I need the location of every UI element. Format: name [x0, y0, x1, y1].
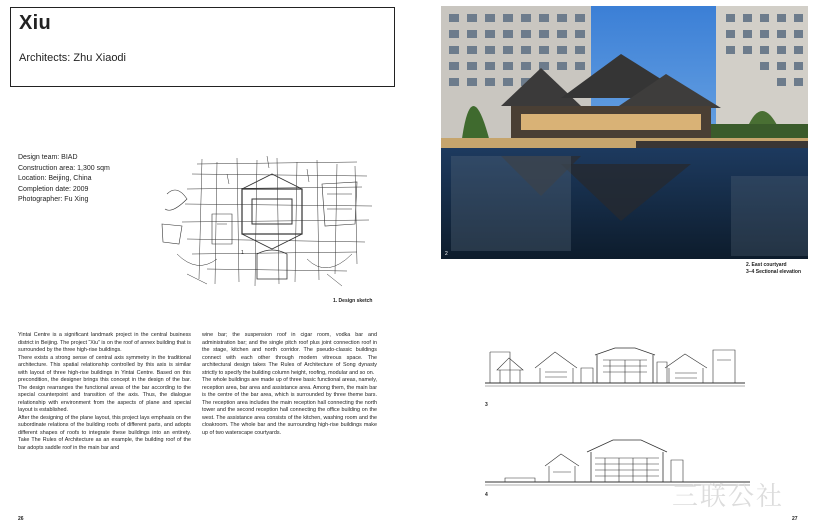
sectional-elevation-3 [485, 340, 750, 400]
design-team: Design team: BIAD [18, 154, 78, 161]
project-info [18, 153, 110, 206]
construction-area: Construction area: 1,300 sqm [18, 164, 110, 172]
body-column-2 [202, 332, 377, 437]
completion-date: Completion date: 2009 [18, 185, 89, 193]
elevation-4-number: 4 [485, 492, 488, 498]
east-courtyard-photo [441, 6, 808, 259]
paragraph: There exists a strong sense of central axis symmetry in the traditional architecture. This spatial relationship controlled by this axis is similar with layout of three high-rise buildings in Yintai Centre. Based on this precondition, the designer brings this concept in the design of the bar. The design rearranges the functional areas of the bar according to the special counterpoint and transition of the axis. Thus, the dialogue relationship with environment from the aspects of plane and special layout is established. [18, 354, 191, 413]
location: Location: Beijing, China [18, 175, 92, 183]
project-title: Xiu [19, 12, 52, 34]
title-box [10, 7, 395, 87]
publisher-watermark: 三联公社 [672, 482, 785, 512]
paragraph: Yintai Centre is a significant landmark project in the central business district in Beijing. The project “Xiu” is on the roof of annex building that is surrounded by the three high-rise buildings. [18, 332, 191, 353]
elevation-3-number: 3 [485, 402, 488, 408]
page-number-left: 26 [18, 516, 24, 522]
page-number-right: 27 [792, 516, 798, 522]
paragraph: wine bar; the suspension roof in cigar room, vodka bar and administration bar; and the single pitch roof plus joint connection roof in the stage, kitchen and north corridor. The pseudo-classic buildings connect with each other through modern vitreous space. The architectural design takes The Rules of Architecture of Song dynasty strictly to specify the building column height, roofing, modular and so on. [202, 332, 377, 376]
architects-line: Architects: Zhu Xiaodi [19, 52, 126, 64]
photographer: Photographer: Fu Xing [18, 196, 89, 204]
paragraph: The whole buildings are made up of three basic functional areas, namely, reception area, bar area and assistance area. Among them, the main bar is the centre of the bar area, which is surrounded by three theme bars. The reception area includes the main reception hall connecting the north tower and the second reception hall connecting the office building on the west. The assistance area consists of the kitchen, washing room and the cloakroom. The whole bar and the surrounding high-rise buildings make up of two waterscape courtyards. [202, 377, 377, 436]
sketch-caption: 1. Design sketch [333, 298, 373, 304]
photo-caption-sectional-elevation: 3–4 Sectional elevation [746, 269, 802, 275]
body-column-1 [18, 332, 191, 452]
sketch-number: 1 [241, 250, 244, 256]
design-sketch-image [157, 154, 377, 294]
sketch-lines [162, 156, 372, 286]
paragraph: After the designing of the plane layout, this project lays emphasis on the subordinate relations of the building roofs of different parts, and adopts different shapes of roofs to integrate these buildings into an entirety. Take The Rules of Architecture as an example, the building roof of the bar adopts saddle roof in the main bar and [18, 414, 191, 451]
photo-caption-east-courtyard: 2. East courtyard [746, 262, 787, 268]
photo-number: 2 [445, 251, 448, 257]
